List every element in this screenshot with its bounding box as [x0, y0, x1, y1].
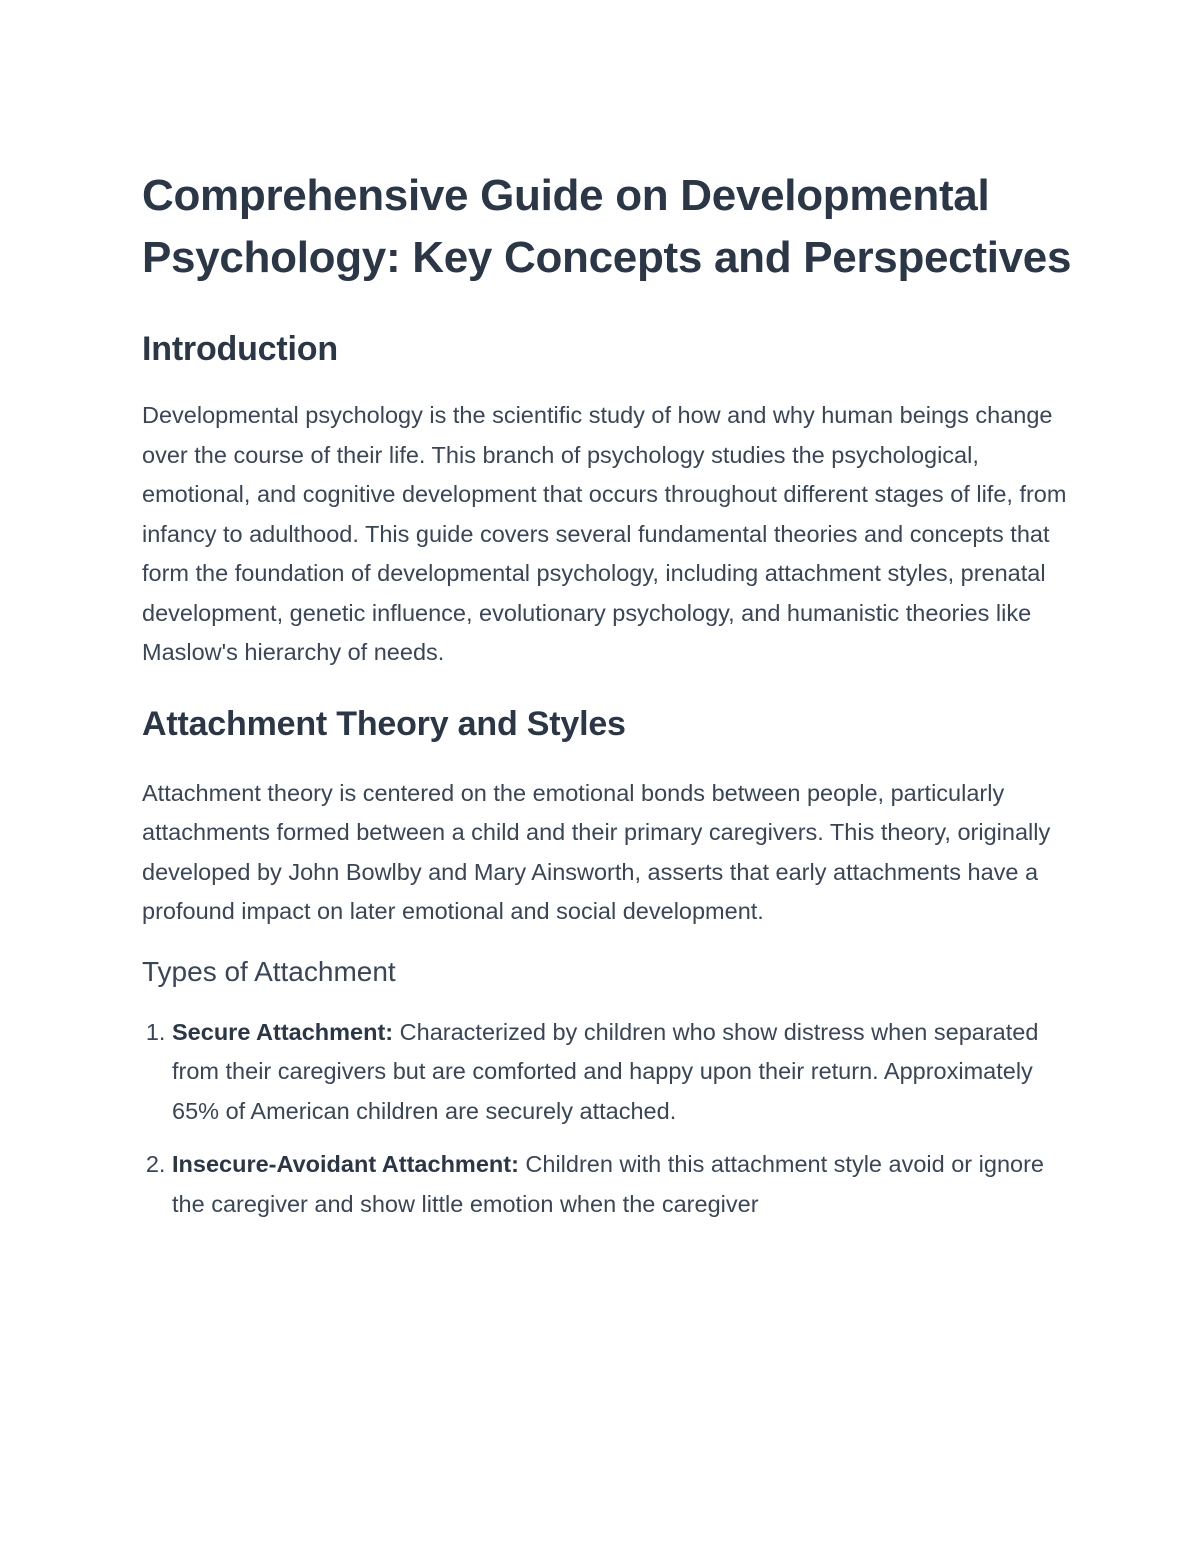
document-page	[142, 165, 1072, 1238]
document-title: Comprehensive Guide on Developmental Psychology: Key Concepts and Perspectives	[142, 171, 1072, 282]
list-item-term: Secure Attachment:	[172, 1018, 394, 1045]
types-of-attachment-heading: Types of Attachment	[142, 955, 396, 987]
introduction-heading: Introduction	[142, 330, 338, 368]
list-item	[172, 1013, 1072, 1132]
list-item-term: Insecure-Avoidant Attachment:	[172, 1151, 519, 1177]
list-item	[172, 1145, 1072, 1224]
attachment-types-list	[142, 1013, 1072, 1225]
introduction-paragraph: Developmental psychology is the scientific study of how and why human beings change over the course of their life. This branch of psychology studies the psychological, emotional, and cognitive development that occurs throughout different stages of life, from infancy to adulthood. This guide covers several fundamental theories and concepts that form the foundation of developmental psychology, including attachment styles, prenatal development, genetic influence, evolutionary psychology, and humanistic theories like Maslow's hierarchy of needs.	[142, 402, 1067, 665]
attachment-theory-paragraph: Attachment theory is centered on the emotional bonds between people, particularly attachments formed between a child and their primary caregivers. This theory, originally developed by John Bowlby and Mary Ainsworth, asserts that early attachments have a profound impact on later emotional and social development.	[142, 779, 1051, 924]
attachment-theory-heading: Attachment Theory and Styles	[142, 704, 626, 743]
list-item-text: Characterized by children who show distress when separated from their caregivers but are comforted and happy upon their return. Approximately 65% of American children are securely attached.	[172, 1018, 1039, 1124]
list-item-text: Children with this attachment style avoid or ignore the caregiver and show little emotion when the caregiver	[172, 1151, 1044, 1217]
